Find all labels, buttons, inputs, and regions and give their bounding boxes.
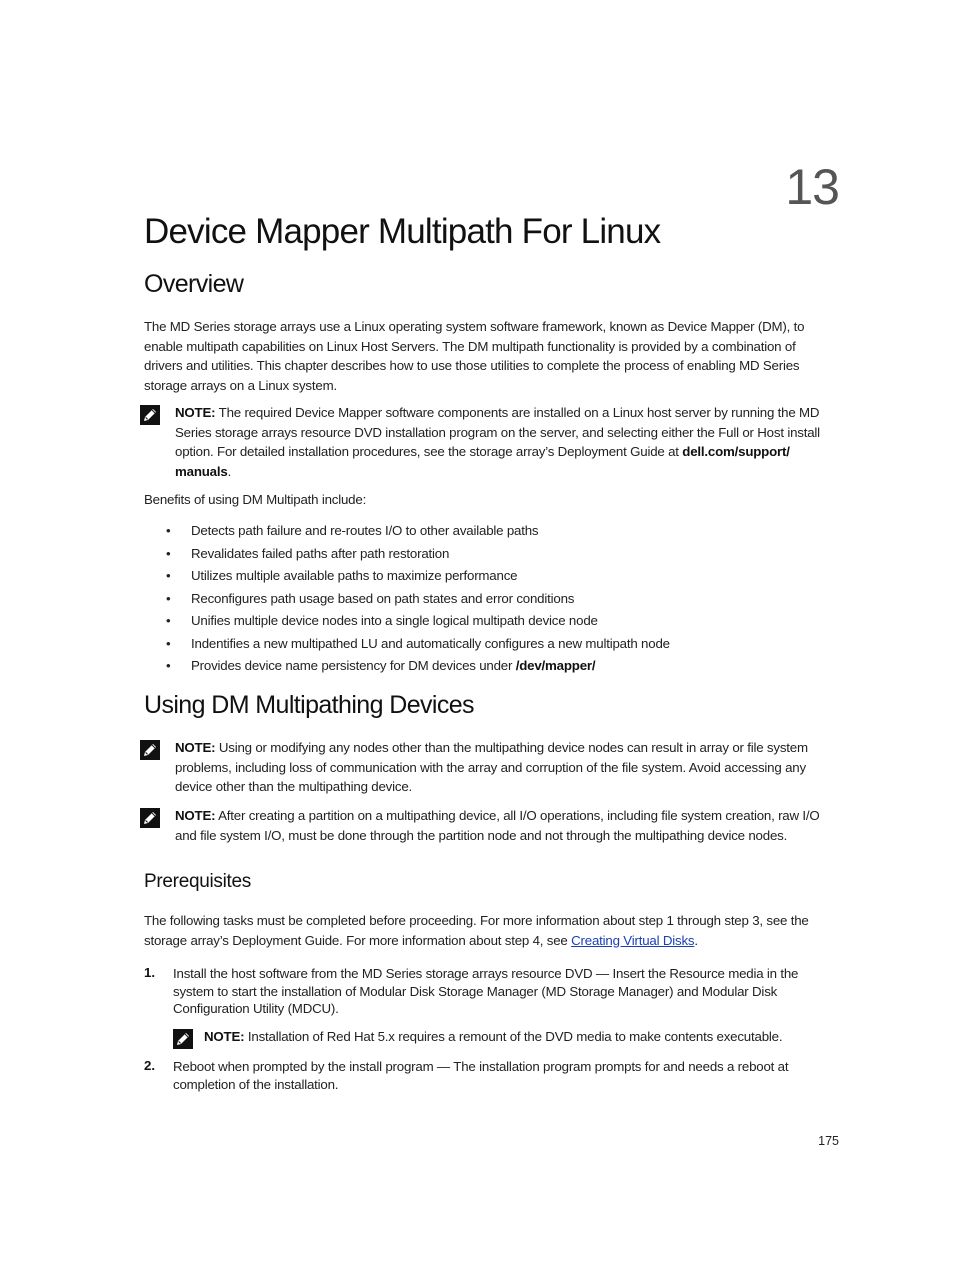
note-text: Using or modifying any nodes other than the multipathing device nodes can result in array or file system problems, including loss of communication with the array and corruption of the file system. Avoid accessing any device other than the multipathing device. [175, 740, 808, 794]
page-number: 175 [818, 1134, 839, 1148]
benefits-intro: Benefits of using DM Multipath include: [144, 492, 367, 507]
intro-end: . [694, 932, 698, 948]
step-note [204, 1027, 834, 1047]
dev-mapper-path: /dev/mapper/ [515, 658, 596, 673]
overview-paragraph: The MD Series storage arrays use a Linux operating system software framework, known as Device Mapper (DM), to enable multipath capabilities on Linux Host Servers. The DM multipath functionality is provided by a combination of drivers and utilities. This chapter describes how to use those utilities to complete the process of enabling MD Series storage arrays on a Linux system. [144, 319, 805, 393]
pencil-note-icon [140, 740, 160, 760]
note-label: NOTE: [175, 405, 216, 420]
note-icon [173, 1029, 193, 1054]
note-icon [140, 405, 160, 430]
chapter-number: 13 [785, 159, 839, 215]
pencil-note-icon [140, 405, 160, 425]
list-item: • Detects path failure and re-routes I/O to other available paths [144, 520, 844, 543]
using-note-2 [175, 806, 835, 845]
list-item: • Reconfigures path usage based on path states and error conditions [144, 588, 844, 611]
support-link-text: dell.com/support/ manuals [175, 444, 790, 479]
using-note-1 [175, 738, 830, 797]
note-end: . [227, 463, 232, 479]
last-benefit-text: Provides device name persistency for DM devices under [191, 658, 513, 673]
list-item: • Unifies multiple device nodes into a single logical multipath device node [144, 610, 844, 633]
note-label: NOTE: [204, 1029, 245, 1044]
prerequisites-heading: Prerequisites [144, 871, 251, 892]
using-heading: Using DM Multipathing Devices [144, 691, 474, 719]
intro-text: The following tasks must be completed before proceeding. For more information about step 1 through step 3, see the storage array’s Deployment Guide. For more information about step 4, see [144, 913, 809, 948]
pencil-note-icon [140, 808, 160, 828]
step-text: Reboot when prompted by the install program — The installation program prompts for and needs a reboot at completion of the installation. [173, 1059, 789, 1092]
note-text: After creating a partition on a multipathing device, all I/O operations, including file system creation, raw I/O and file system I/O, must be done through the partition node and not through the multipathing device nodes. [175, 808, 820, 843]
pencil-note-icon [173, 1029, 193, 1049]
overview-heading: Overview [144, 270, 244, 298]
step-number: 1. [144, 965, 156, 980]
step-number: 2. [144, 1058, 156, 1073]
note-label: NOTE: [175, 740, 216, 755]
step-text: Install the host software from the MD Series storage arrays resource DVD — Insert the Resource media in the system to start the installation of Modular Disk Storage Manager (MD Storage Manager) and Modular Disk Configuration Utility (MDCU). [173, 966, 799, 1016]
benefits-list [144, 520, 844, 678]
creating-virtual-disks-link[interactable]: Creating Virtual Disks [571, 932, 695, 948]
chapter-title: Device Mapper Multipath For Linux [144, 212, 661, 251]
note-label: NOTE: [175, 808, 216, 823]
note-icon [140, 808, 160, 833]
list-item: • Revalidates failed paths after path restoration [144, 543, 844, 566]
note-text: Installation of Red Hat 5.x requires a remount of the DVD media to make contents executable. [247, 1029, 783, 1044]
list-item: • Indentifies a new multipathed LU and automatically configures a new multipath node [144, 633, 844, 656]
list-item: • Utilizes multiple available paths to maximize performance [144, 565, 844, 588]
prerequisites-intro [144, 911, 824, 950]
list-item [144, 655, 844, 678]
note-icon [140, 740, 160, 765]
note-text: The required Device Mapper software components are installed on a Linux host server by running the MD Series storage arrays resource DVD installation program on the server, and selecting either the Full or Host install option. For detailed installation procedures, see the storage array’s Deployment Guide at [175, 405, 820, 459]
overview-note [175, 403, 835, 481]
